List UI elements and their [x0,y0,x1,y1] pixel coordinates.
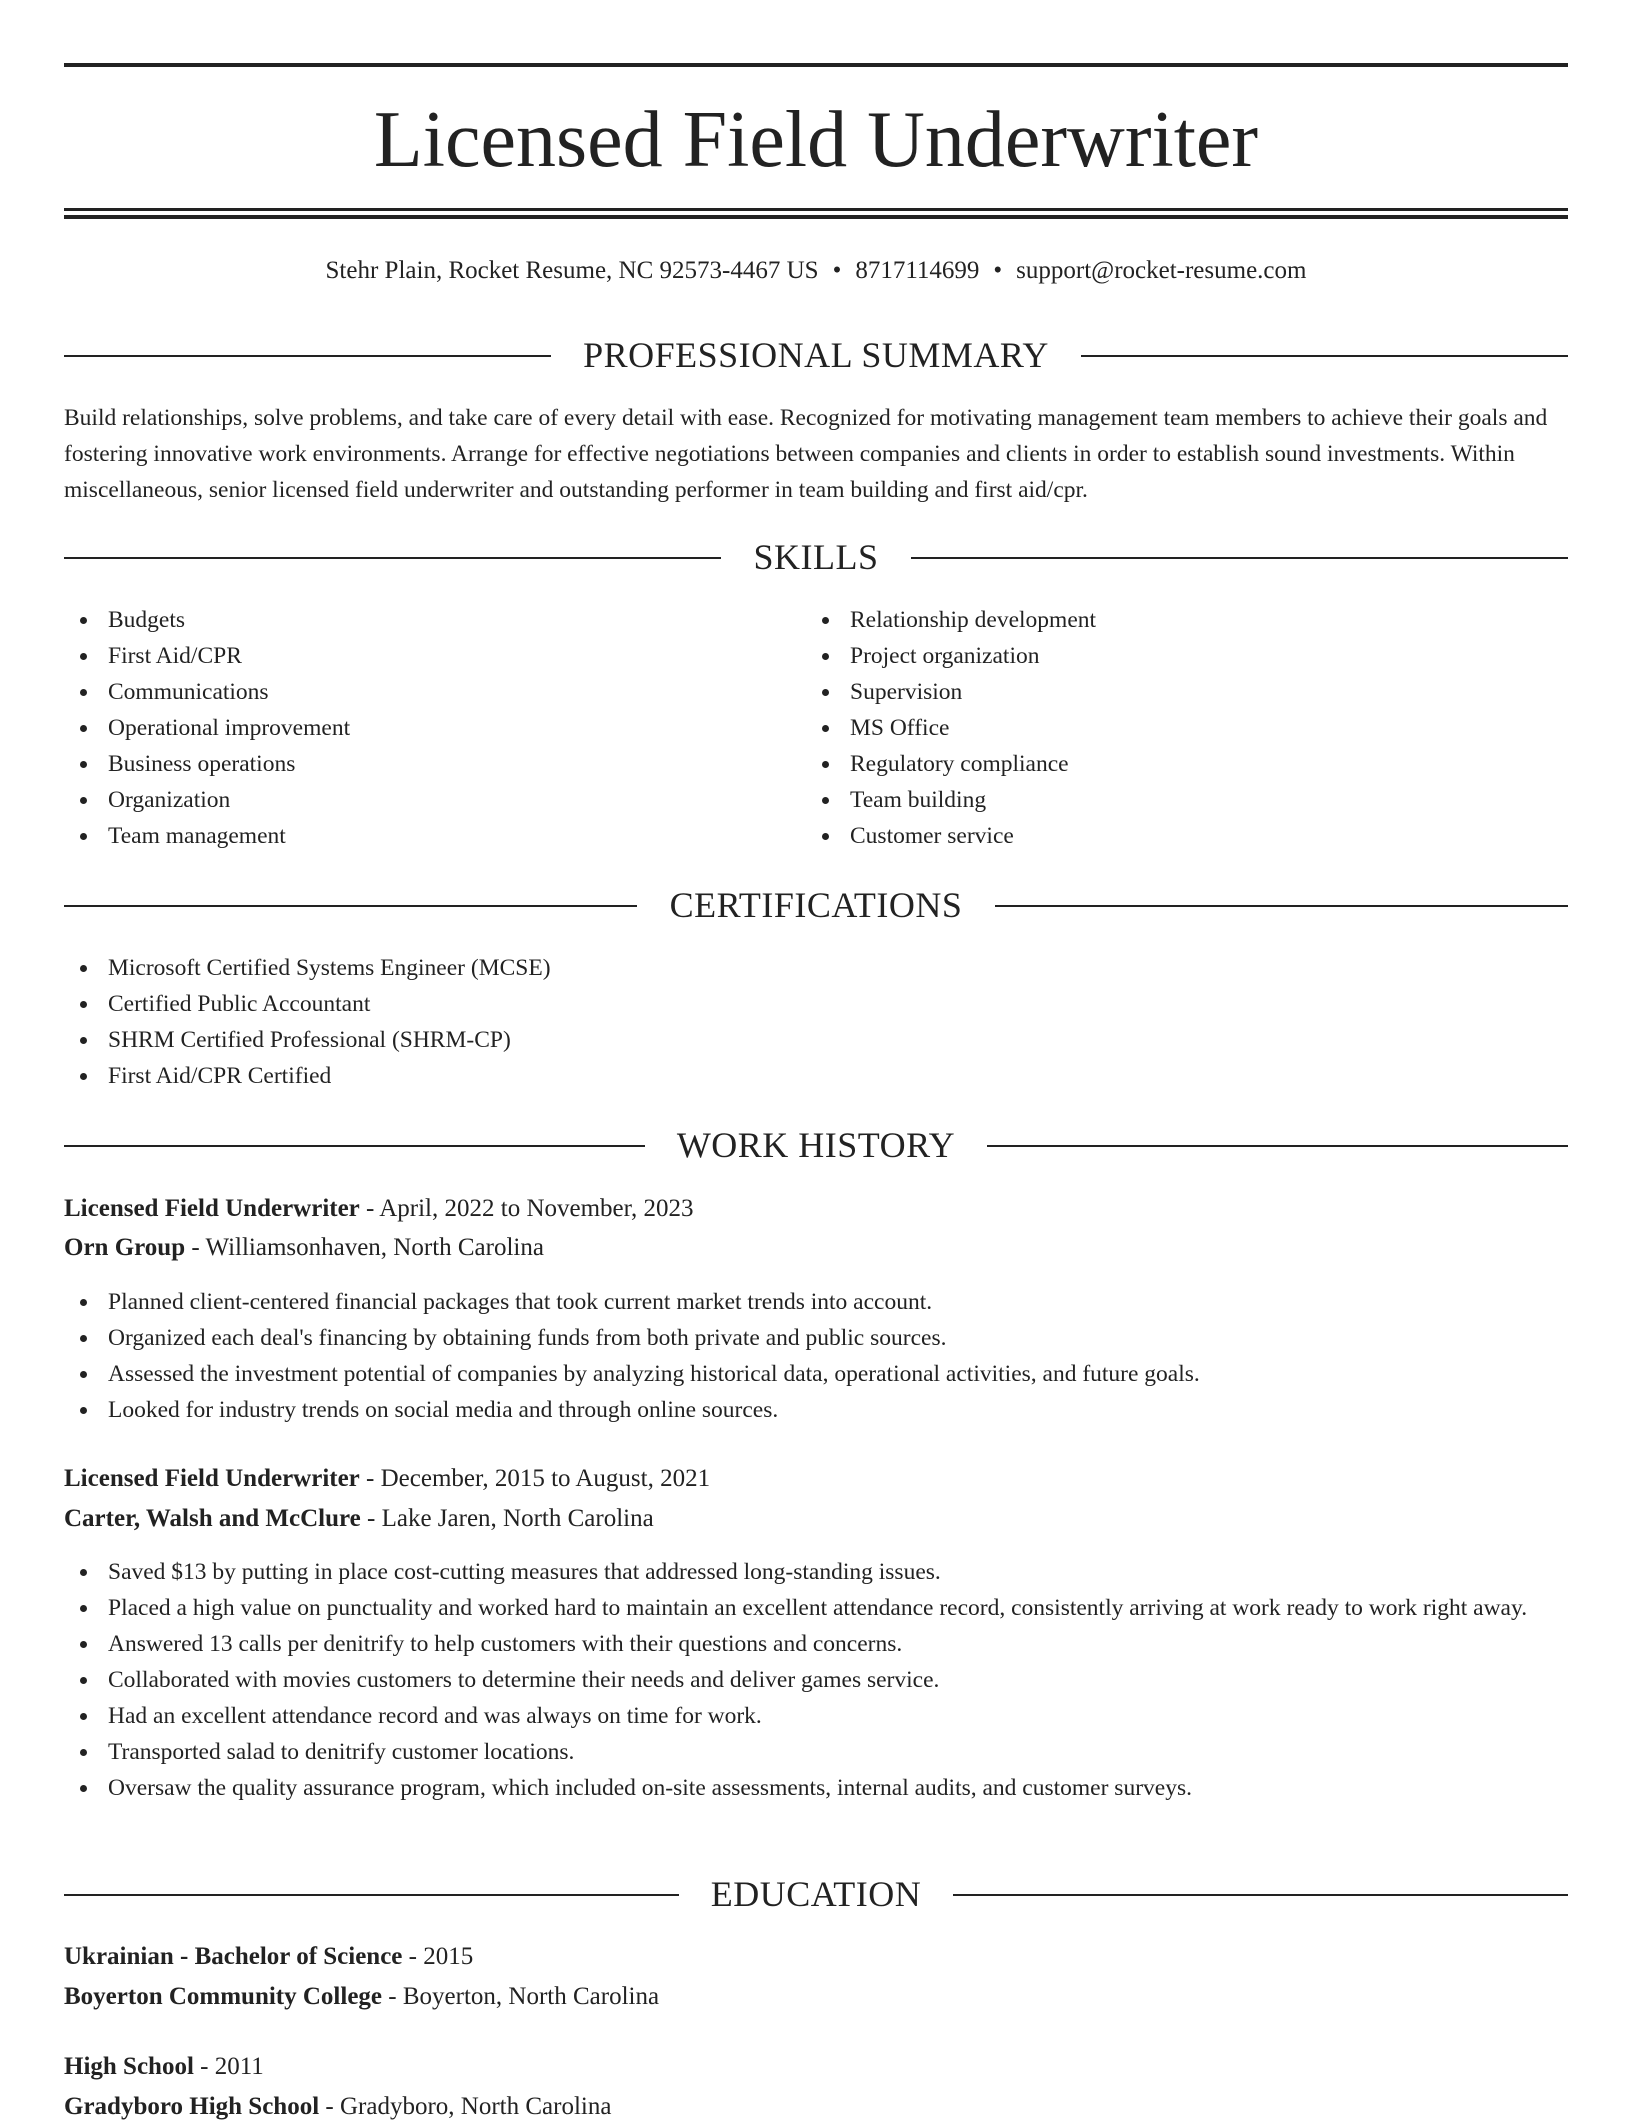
list-item: Certified Public Accountant [64,986,1568,1022]
job-title-line [64,1190,1568,1228]
title-rule-lower [64,215,1568,219]
list-item: Relationship development [806,602,1566,638]
list-item: Placed a high value on punctuality and worked hard to maintain an excellent attendance record, consistently arriving at work ready to work right away. [64,1590,1568,1626]
job-dates: - April, 2022 to November, 2023 [359,1195,694,1222]
job-title: Licensed Field Underwriter [64,1465,360,1492]
list-item: Project organization [806,638,1566,674]
list-item: Microsoft Certified Systems Engineer (MCSE) [64,950,1568,986]
skills-list-right [806,602,1566,854]
certifications-list [64,950,1568,1094]
education-degree-line [64,1938,1568,1976]
list-item: Oversaw the quality assurance program, which included on-site assessments, internal audits, and customer surveys. [64,1770,1568,1806]
job-bullets [64,1554,1568,1806]
education-school-line [64,1978,1568,2016]
education-year: - 2015 [402,1943,474,1970]
job-company-line [64,1229,1568,1267]
list-item: Had an excellent attendance record and was always on time for work. [64,1698,1568,1734]
list-item: First Aid/CPR Certified [64,1058,1568,1094]
job-company: Orn Group [64,1234,186,1261]
list-item: Regulatory compliance [806,746,1566,782]
summary-text: Build relationships, solve problems, and take care of every detail with ease. Recognized for motivating management team members to achieve their goals and fostering innovative work environments. Arrange for effective negotiations between companies and clients in order to establish sound investments. Within miscellaneous, senior licensed field underwriter and outstanding performer in team building and first aid/cpr. [64,405,1548,503]
skills-list-left [64,602,764,854]
list-item: Transported salad to denitrify customer locations. [64,1734,1568,1770]
job-company-line [64,1500,1568,1538]
contact-address: Stehr Plain, Rocket Resume, NC 92573-4467 US [325,257,819,284]
skills-heading: SKILLS [721,537,910,577]
list-item: Saved $13 by putting in place cost-cutting measures that addressed long-standing issues. [64,1554,1568,1590]
list-item: Team building [806,782,1566,818]
contact-email: support@rocket-resume.com [1016,257,1307,284]
contact-line [64,254,1568,288]
contact-phone: 8717114699 [855,257,980,284]
job-dates: - December, 2015 to August, 2021 [359,1465,711,1492]
list-item: SHRM Certified Professional (SHRM-CP) [64,1022,1568,1058]
job-location: - Williamsonhaven, North Carolina [185,1234,544,1261]
list-item: Business operations [64,746,764,782]
certifications-section-heading [64,885,1568,925]
list-item: Assessed the investment potential of companies by analyzing historical data, operational activities, and future goals. [64,1356,1568,1392]
education-school: Boyerton Community College [64,1983,383,2010]
work-history-heading: WORK HISTORY [645,1125,987,1165]
job-location: - Lake Jaren, North Carolina [360,1505,654,1532]
top-rule [64,63,1568,67]
list-item: Organized each deal's financing by obtaining funds from both private and public sources. [64,1320,1568,1356]
resume-title: Licensed Field Underwriter [373,96,1259,184]
list-item: Budgets [64,602,764,638]
job-company: Carter, Walsh and McClure [64,1505,361,1532]
list-item: Collaborated with movies customers to determine their needs and deliver games service. [64,1662,1568,1698]
summary-section-heading [64,335,1568,375]
list-item: Operational improvement [64,710,764,746]
title-rule-upper [64,208,1568,211]
job-title-line [64,1460,1568,1498]
education-degree: Ukrainian - Bachelor of Science [64,1943,403,1970]
list-item: Planned client-centered financial packages that took current market trends into account. [64,1284,1568,1320]
list-item: Team management [64,818,764,854]
list-item: First Aid/CPR [64,638,764,674]
list-item: Looked for industry trends on social media and through online sources. [64,1392,1568,1428]
contact-separator: • [832,257,842,284]
education-degree: High School [64,2053,194,2080]
list-item: Answered 13 calls per denitrify to help customers with their questions and concerns. [64,1626,1568,1662]
education-degree-line [64,2048,1568,2086]
certifications-heading: CERTIFICATIONS [638,885,995,925]
education-location: - Gradyboro, North Carolina [319,2093,612,2120]
education-location: - Boyerton, North Carolina [382,1983,660,2010]
education-year: - 2011 [193,2053,264,2080]
skills-section-heading [64,537,1568,577]
education-school: Gradyboro High School [64,2093,320,2120]
job-bullets [64,1284,1568,1428]
summary-heading: PROFESSIONAL SUMMARY [551,335,1081,375]
list-item: Communications [64,674,764,710]
education-section-heading [64,1874,1568,1914]
list-item: Organization [64,782,764,818]
job-title: Licensed Field Underwriter [64,1195,360,1222]
list-item: Customer service [806,818,1566,854]
list-item: MS Office [806,710,1566,746]
list-item: Supervision [806,674,1566,710]
education-school-line [64,2088,1568,2126]
contact-separator: • [993,257,1003,284]
work-history-section-heading [64,1125,1568,1165]
education-heading: EDUCATION [679,1874,953,1914]
